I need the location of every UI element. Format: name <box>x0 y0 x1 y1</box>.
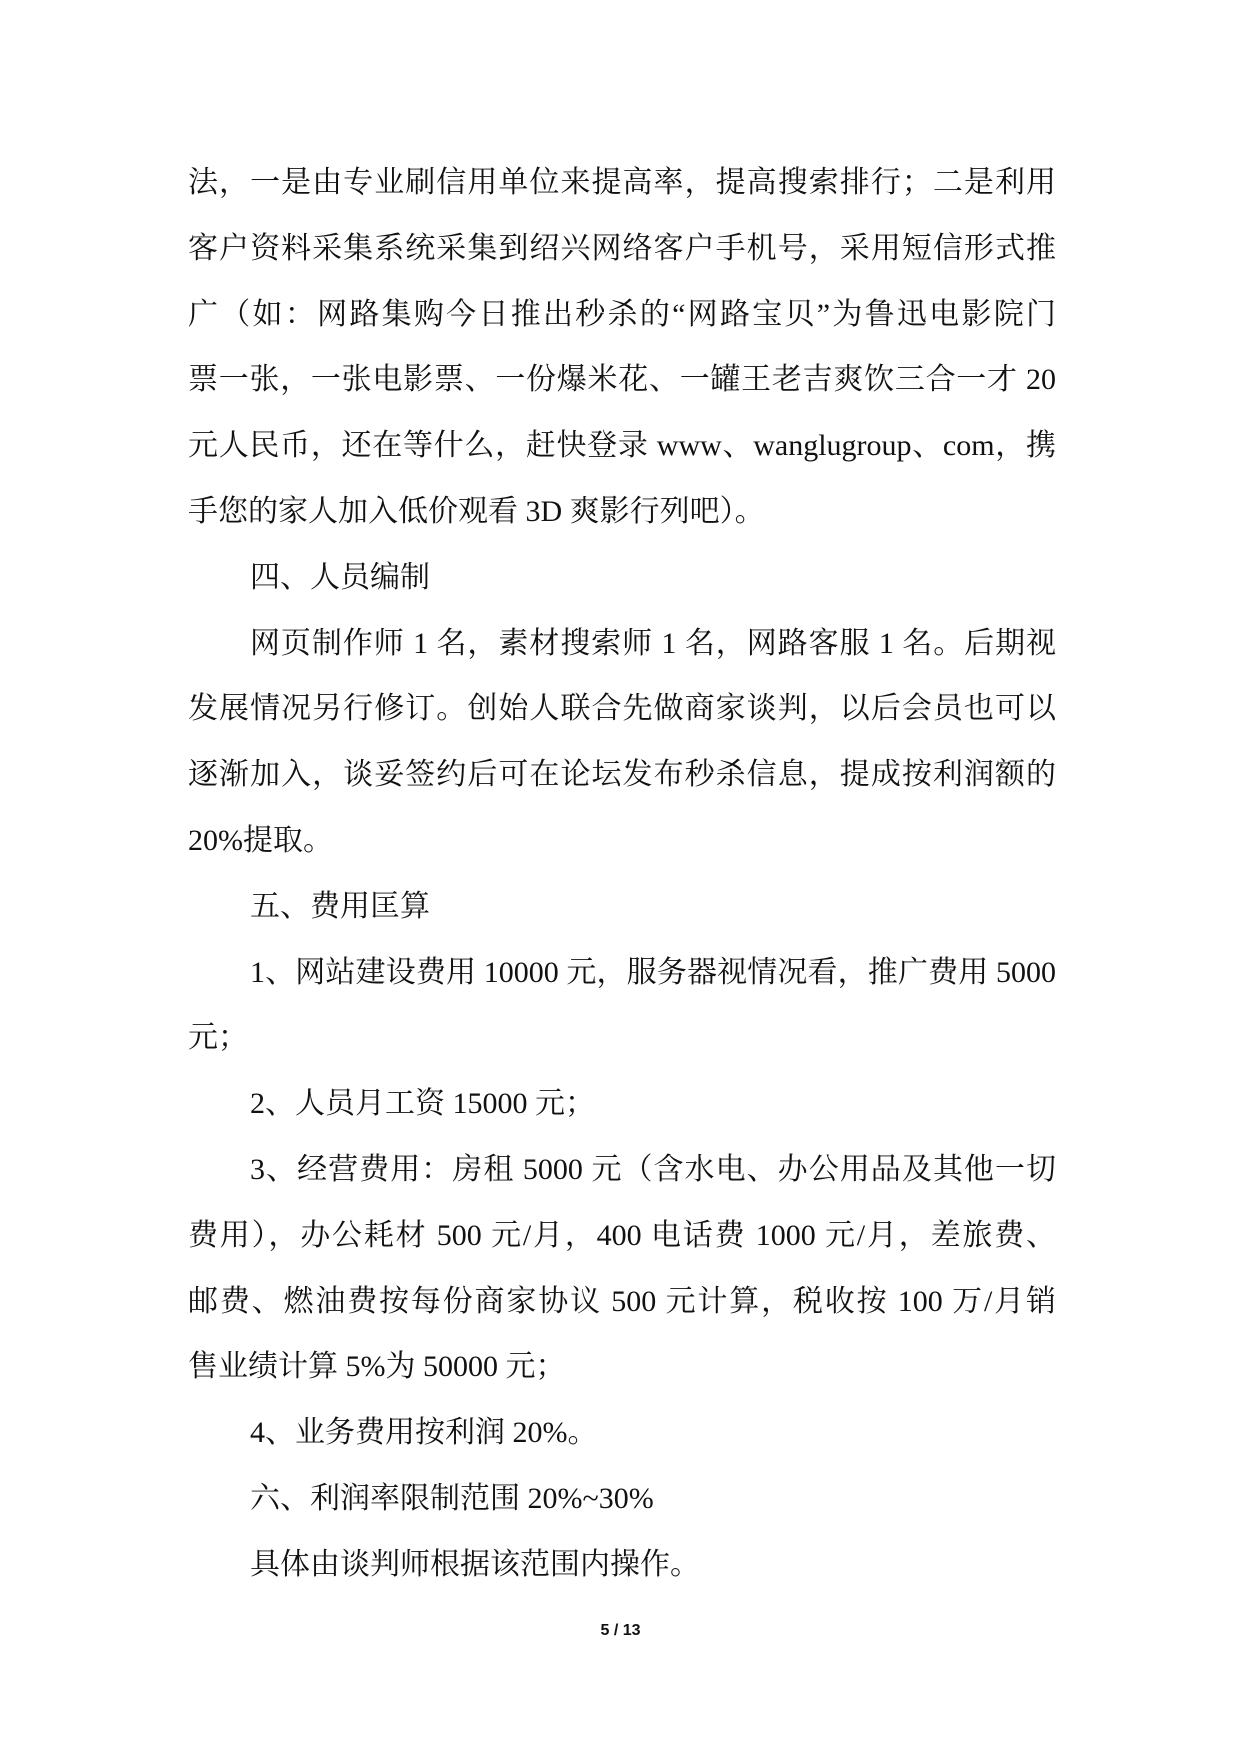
paragraph-line: 广（如：网路集购今日推出秒杀的“网路宝贝”为鲁迅电影院门 <box>188 297 1056 331</box>
paragraph-line: 费用），办公耗材 500 元/月，400 电话费 1000 元/月，差旅费、 <box>188 1218 1056 1252</box>
paragraph-line: 邮费、燃油费按每份商家协议 500 元计算，税收按 100 万/月销 <box>188 1284 1056 1318</box>
paragraph-line: 4、业务费用按利润 20%。 <box>250 1416 598 1450</box>
section-heading-staffing <box>188 545 1056 611</box>
section-heading: 四、人员编制 <box>250 560 430 594</box>
paragraph-line: 逐渐加入，谈妥签约后可在论坛发布秒杀信息，提成按利润额的 <box>188 758 1056 792</box>
paragraph-line: 具体由谈判师根据该范围内操作。 <box>250 1547 700 1581</box>
paragraph-line: 元； <box>188 1021 248 1055</box>
section-heading-profit-range <box>188 1466 1056 1532</box>
list-item <box>188 1400 1056 1466</box>
paragraph-line: 客户资料采集系统采集到绍兴网络客户手机号，采用短信形式推 <box>188 231 1056 265</box>
paragraph-line: 1、网站建设费用 10000 元，服务器视情况看，推广费用 5000 <box>250 955 1056 989</box>
paragraph-line: 网页制作师 1 名，素材搜索师 1 名，网路客服 1 名。后期视 <box>250 626 1056 660</box>
paragraph-line: 3、经营费用：房租 5000 元（含水电、办公用品及其他一切 <box>250 1152 1056 1186</box>
section-heading: 六、利润率限制范围 20%~30% <box>250 1481 654 1515</box>
list-item <box>188 1071 1056 1137</box>
paragraph <box>188 150 1056 545</box>
paragraph <box>188 1532 1056 1598</box>
document-body <box>188 150 1056 1598</box>
list-item <box>188 1137 1056 1400</box>
list-item <box>188 940 1056 1072</box>
section-heading-budget <box>188 874 1056 940</box>
paragraph-line: 元人民币，还在等什么，赶快登录 www、wanglugroup、com，携 <box>188 429 1056 463</box>
paragraph-line: 2、人员月工资 15000 元； <box>250 1087 595 1121</box>
paragraph-line: 20%提取。 <box>188 823 333 857</box>
paragraph-line: 手您的家人加入低价观看 3D 爽影行列吧）。 <box>188 494 765 528</box>
page-number: 5 / 13 <box>600 1622 641 1639</box>
paragraph <box>188 611 1056 874</box>
section-heading: 五、费用匡算 <box>250 889 430 923</box>
paragraph-line: 售业绩计算 5%为 50000 元； <box>188 1350 566 1384</box>
paragraph-line: 法，一是由专业刷信用单位来提高率，提高搜索排行；二是利用 <box>188 166 1056 199</box>
paragraph-line: 票一张，一张电影票、一份爆米花、一罐王老吉爽饮三合一才 20 <box>188 363 1056 397</box>
paragraph-line: 发展情况另行修订。创始人联合先做商家谈判，以后会员也可以 <box>188 692 1056 726</box>
